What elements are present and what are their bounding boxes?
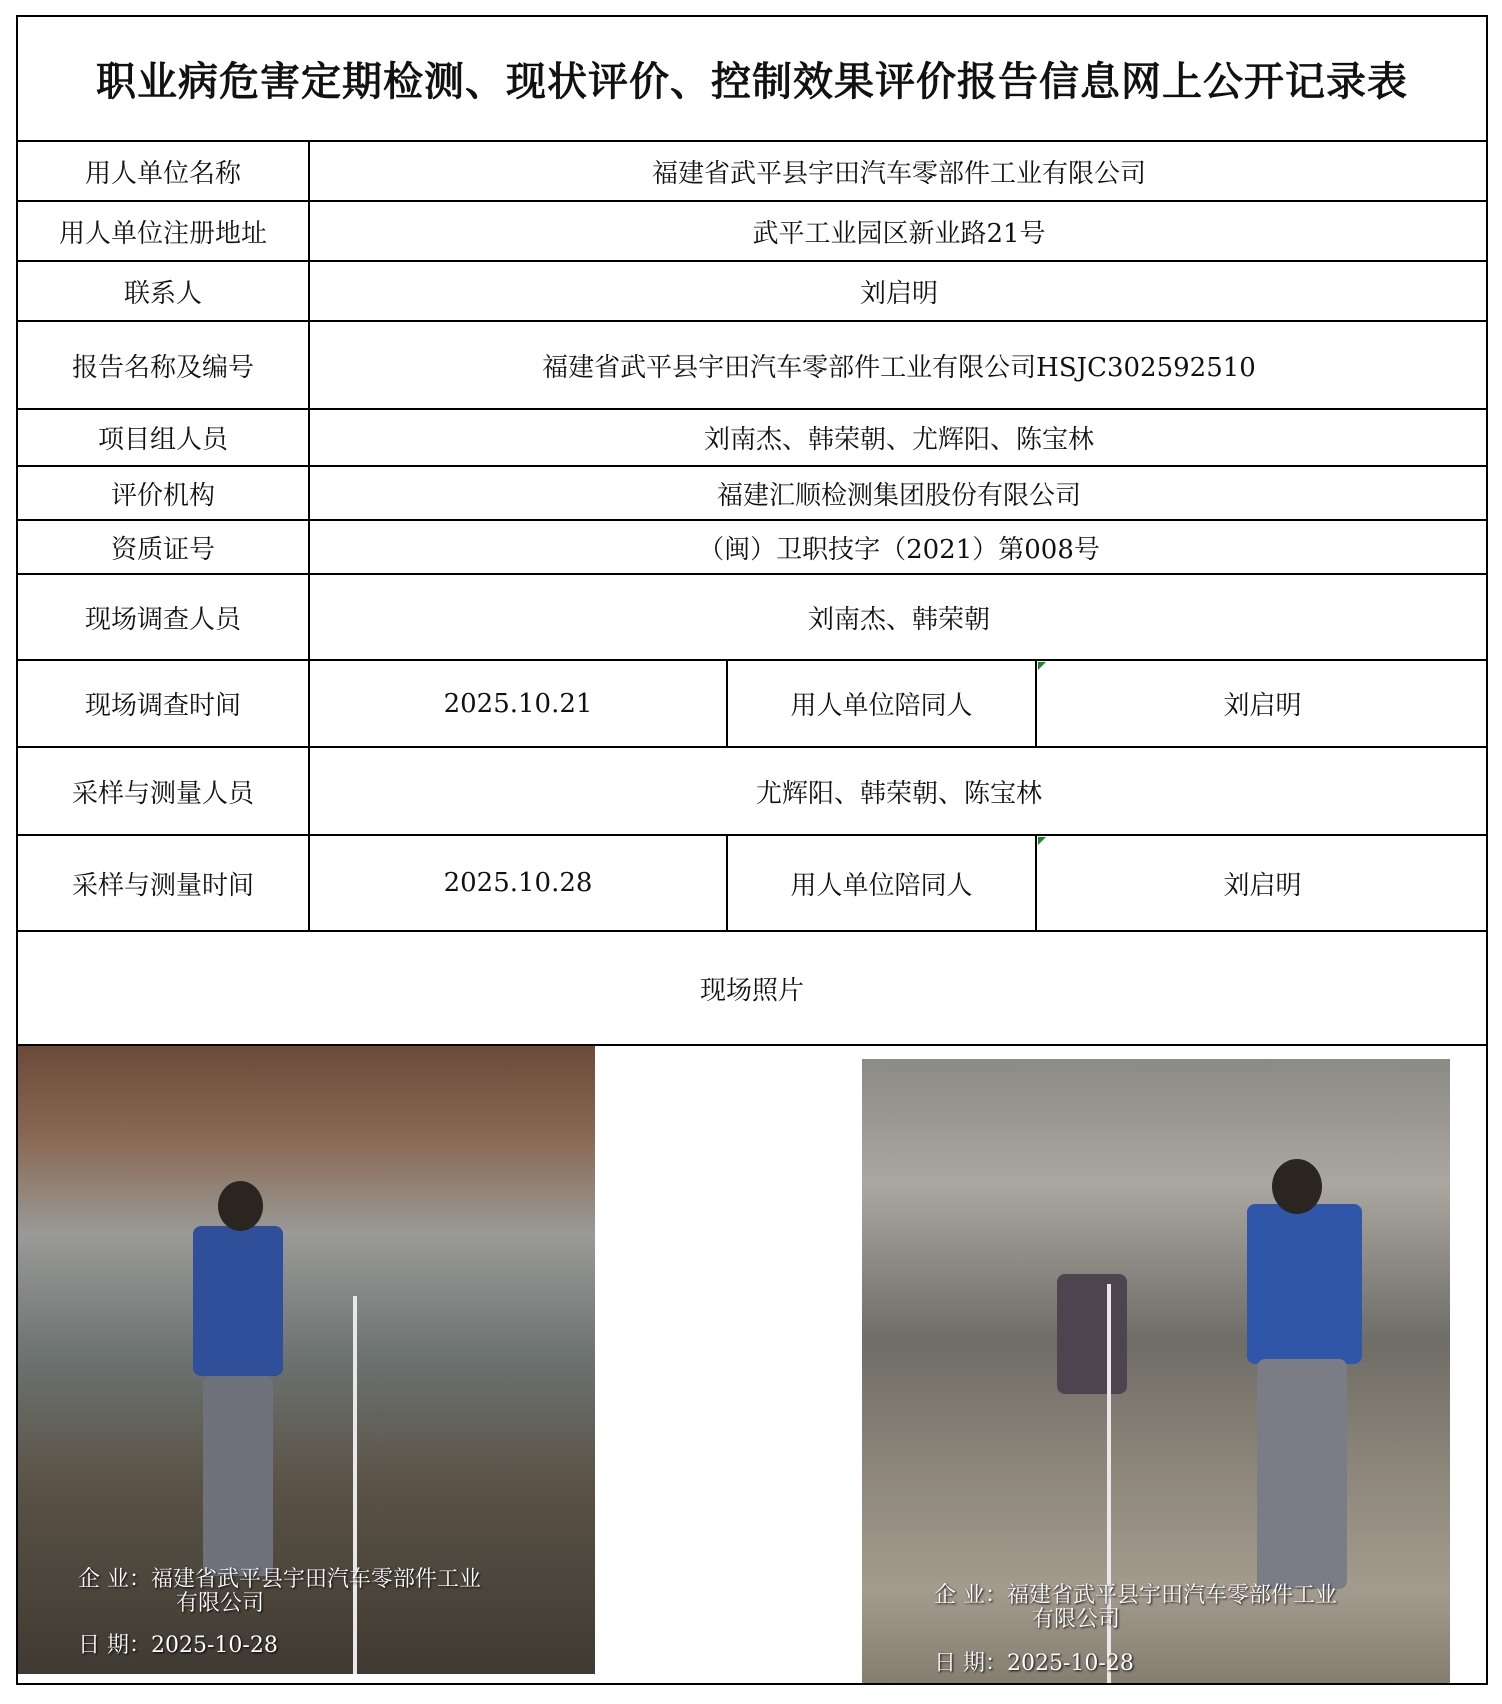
label-survey-escort: 用人单位陪同人 xyxy=(790,691,973,721)
value-employer-name: 福建省武平县宇田汽车零部件工业有限公司 xyxy=(651,158,1146,189)
value-employer-address: 武平工业园区新业路21号 xyxy=(752,218,1046,249)
value-sampling-time: 2025.10.28 xyxy=(443,868,593,898)
value-qualification: （闽）卫职技字（2021）第008号 xyxy=(698,534,1100,565)
value-report: 福建省武平县宇田汽车零部件工业有限公司HSJC302592510 xyxy=(542,352,1256,383)
label-survey-staff: 现场调查人员 xyxy=(84,604,241,635)
photo-2-company: 企 业：福建省武平县宇田汽车零部件工业 xyxy=(934,1583,1337,1608)
label-contact: 联系人 xyxy=(123,278,202,309)
value-agency: 福建汇顺检测集团股份有限公司 xyxy=(716,480,1081,511)
label-report: 报告名称及编号 xyxy=(71,352,254,383)
site-photo-1 xyxy=(18,1046,595,1674)
page-title: 职业病危害定期检测、现状评价、控制效果评价报告信息网上公开记录表 xyxy=(96,58,1408,105)
photo-1-company-cont: 有限公司 xyxy=(176,1591,265,1616)
value-team: 刘南杰、韩荣朝、尤辉阳、陈宝林 xyxy=(703,425,1094,455)
value-contact: 刘启明 xyxy=(859,278,938,309)
photo-2-date: 日 期：2025-10-28 xyxy=(934,1651,1134,1676)
label-team: 项目组人员 xyxy=(97,425,228,455)
record-table xyxy=(16,15,1488,1685)
label-sampling-escort: 用人单位陪同人 xyxy=(790,870,973,901)
value-survey-time: 2025.10.21 xyxy=(443,688,593,719)
photo-1-company: 企 业：福建省武平县宇田汽车零部件工业 xyxy=(78,1567,481,1592)
photo-2-company-cont: 有限公司 xyxy=(1032,1607,1121,1632)
value-sampling-staff: 尤辉阳、韩荣朝、陈宝林 xyxy=(755,778,1042,809)
label-sampling-time: 采样与测量时间 xyxy=(71,870,254,901)
label-employer-name: 用人单位名称 xyxy=(84,158,241,189)
label-employer-address: 用人单位注册地址 xyxy=(58,218,267,249)
value-sampling-escort: 刘启明 xyxy=(1223,870,1302,901)
label-site-photos: 现场照片 xyxy=(699,975,804,1006)
label-agency: 评价机构 xyxy=(110,480,215,511)
value-survey-staff: 刘南杰、韩荣朝 xyxy=(807,604,990,635)
label-qualification: 资质证号 xyxy=(110,534,215,565)
label-survey-time: 现场调查时间 xyxy=(84,691,241,721)
site-photo-2 xyxy=(862,1059,1450,1683)
value-survey-escort: 刘启明 xyxy=(1223,691,1302,721)
photo-1-date: 日 期：2025-10-28 xyxy=(78,1633,278,1658)
label-sampling-staff: 采样与测量人员 xyxy=(71,778,254,809)
